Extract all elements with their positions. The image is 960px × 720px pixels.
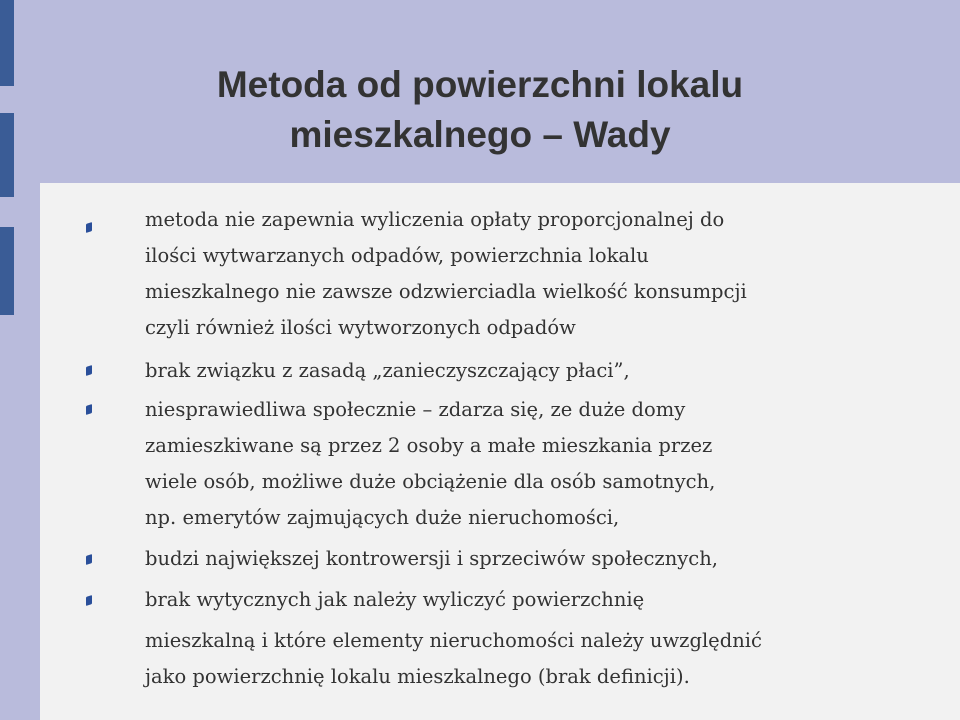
bullet-line: mieszkalnego nie zawsze odzwierciadla wielkość konsumpcji: [145, 280, 747, 303]
bullet-line: czyli również ilości wytworzonych odpadów: [145, 316, 576, 339]
bullet-line: niesprawiedliwa społecznie – zdarza się, ze duże domy: [145, 398, 686, 421]
continuation-line: jako powierzchnię lokalu mieszkalnego (brak definicji).: [145, 665, 690, 688]
bullet-text-social-unfairness: [145, 392, 715, 536]
decorative-left-bar: [0, 113, 14, 197]
slide-title: [60, 60, 900, 160]
bullet-text-controversy: [145, 541, 718, 577]
bullet-line: wiele osób, możliwe duże obciążenie dla osób samotnych,: [145, 470, 716, 493]
slide-title-line-1: Metoda od powierzchni lokalu: [216, 64, 744, 105]
continuation-text: [145, 623, 762, 695]
slide-title-line-2: mieszkalnego – Wady: [289, 114, 671, 155]
bullet-line: np. emerytów zajmujących duże nieruchomości,: [145, 506, 620, 529]
bullet-line: metoda nie zapewnia wyliczenia opłaty proporcjonalnej do: [145, 208, 725, 231]
bullet-text-polluter-pays: [145, 353, 630, 389]
bullet-line: brak wytycznych jak należy wyliczyć powierzchnię: [145, 588, 645, 611]
decorative-left-bar: [0, 227, 14, 315]
bullet-line: brak związku z zasadą „zanieczyszczający płaci”,: [145, 359, 630, 382]
bullet-line: budzi największej kontrowersji i sprzeciwów społecznych,: [145, 547, 718, 570]
continuation-line: mieszkalną i które elementy nieruchomości należy uwzględnić: [145, 629, 762, 652]
decorative-left-bar: [0, 0, 14, 86]
bullet-text-no-guidelines: [145, 582, 644, 618]
bullet-line: zamieszkiwane są przez 2 osoby a małe mieszkania przez: [145, 434, 713, 457]
bullet-text-cost-proportionality: [145, 202, 747, 346]
bullet-line: ilości wytwarzanych odpadów, powierzchnia lokalu: [145, 244, 649, 267]
